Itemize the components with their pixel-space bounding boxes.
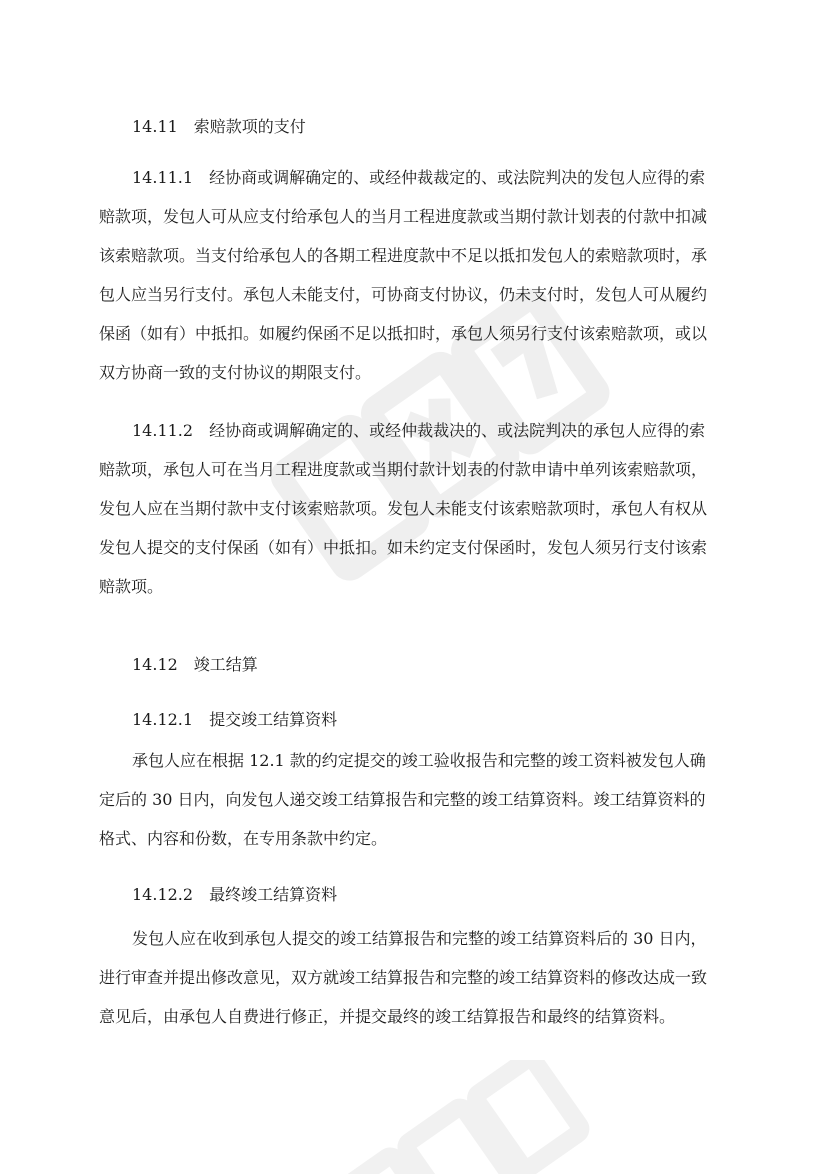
- paragraph-line: 意见后，由承包人自费进行修正，并提交最终的竣工结算报告和最终的结算资料。: [99, 1007, 676, 1026]
- paragraph-line: 保函（如有）中抵扣。如履约保函不足以抵扣时，承包人须另行支付该索赔款项，或以: [99, 324, 708, 343]
- paragraph-line: 进行审查并提出修改意见，双方就竣工结算报告和完整的竣工结算资料的修改达成一致: [99, 968, 708, 987]
- section-heading-14-11: 14.11 索赔款项的支付: [132, 117, 306, 136]
- paragraph-line: 14.11.2 经协商或调解确定的、或经仲裁裁决的、或法院判决的承包人应得的索: [132, 421, 706, 440]
- paragraph-line: 14.11.1 经协商或调解确定的、或经仲裁裁定的、或法院判决的发包人应得的索: [132, 168, 706, 187]
- paragraph-line: 包人应当另行支付。承包人未能支付，可协商支付协议，仍未支付时，发包人可从履约: [99, 285, 708, 304]
- subsection-heading-14-12-2: 14.12.2 最终竣工结算资料: [132, 885, 338, 904]
- paragraph-line: 双方协商一致的支付协议的期限支付。: [99, 363, 372, 382]
- paragraph-line: 发包人应在收到承包人提交的竣工结算报告和完整的竣工结算资料后的 30 日内，: [132, 929, 707, 948]
- paragraph-line: 发包人提交的支付保函（如有）中抵扣。如未约定支付保函时，发包人须另行支付该索: [99, 538, 708, 557]
- section-heading-14-12: 14.12 竣工结算: [132, 655, 258, 674]
- paragraph-line: 定后的 30 日内，向发包人递交竣工结算报告和完整的竣工结算资料。竣工结算资料的: [99, 790, 706, 809]
- paragraph-line: 赔款项，发包人可从应支付给承包人的当月工程进度款或当期付款计划表的付款中扣减: [99, 207, 708, 226]
- paragraph-line: 该索赔款项。当支付给承包人的各期工程进度款中不足以抵扣发包人的索赔款项时，承: [99, 246, 708, 265]
- paragraph-line: 赔款项。: [99, 577, 164, 596]
- paragraph-line: 赔款项，承包人可在当月工程进度款或当期付款计划表的付款申请中单列该索赔款项，: [99, 460, 708, 479]
- watermark-logo-bottom: [300, 1060, 600, 1174]
- paragraph-line: 发包人应在当期付款中支付该索赔款项。发包人未能支付该索赔款项时，承包人有权从: [99, 499, 708, 518]
- paragraph-line: 格式、内容和份数，在专用条款中约定。: [99, 829, 388, 848]
- subsection-heading-14-12-1: 14.12.1 提交竣工结算资料: [132, 710, 338, 729]
- paragraph-line: 承包人应在根据 12.1 款的约定提交的竣工验收报告和完整的竣工资料被发包人确: [132, 751, 706, 770]
